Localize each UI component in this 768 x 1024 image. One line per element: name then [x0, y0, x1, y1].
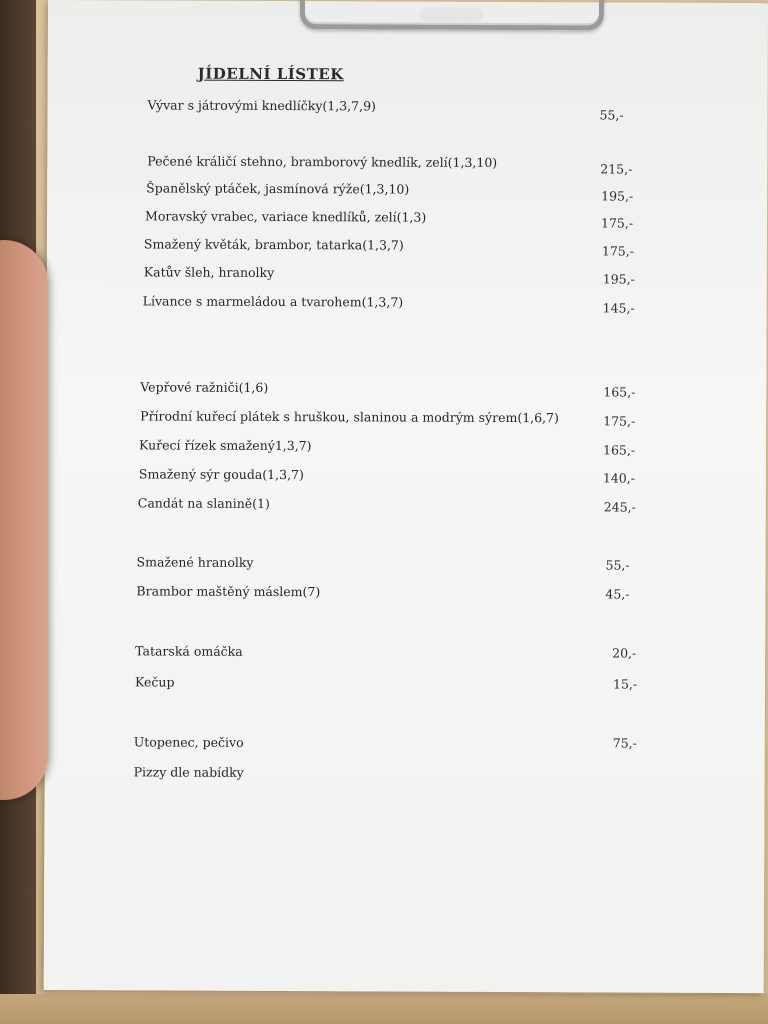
menu-sheet — [44, 0, 768, 993]
menu-item — [46, 379, 686, 404]
item-price: 175,- — [603, 413, 636, 429]
menu-item — [45, 734, 685, 759]
item-name: Pizzy dle nabídky — [133, 764, 244, 780]
item-price: 45,- — [605, 586, 630, 602]
item-price: 55,- — [599, 107, 624, 123]
item-name: Candát na slanině(1) — [137, 495, 270, 511]
item-name: Katův šleh, hranolky — [143, 264, 275, 280]
item-name: Tatarská omáčka — [135, 643, 243, 659]
item-price: 145,- — [602, 300, 635, 316]
item-name: Pečené králičí stehno, bramborový knedlík, zelí(1,3,10) — [147, 153, 498, 170]
menu-item — [45, 643, 685, 668]
item-price: 140,- — [602, 470, 636, 486]
item-price: 245,- — [603, 499, 636, 515]
item-name: Španělský ptáček, jasmínová rýže(1,3,10) — [146, 180, 410, 197]
menu-item — [47, 208, 687, 233]
item-name: Brambor maštěný máslem(7) — [136, 583, 321, 600]
menu-item — [45, 583, 685, 608]
menu-item — [45, 554, 685, 579]
item-name: Moravský vrabec, variace knedlíků, zelí(1,3) — [145, 208, 427, 225]
item-name: Vepřové ražniči(1,6) — [140, 379, 269, 395]
menu-item — [46, 437, 686, 462]
item-name: Utopenec, pečivo — [133, 734, 244, 750]
item-price: 195,- — [602, 271, 635, 287]
item-price: 20,- — [612, 645, 637, 661]
clipboard-bottom-edge — [0, 994, 768, 1024]
item-price: 165,- — [603, 384, 636, 400]
menu-item — [45, 674, 685, 699]
item-name: Vývar s játrovými knedlíčky(1,3,7,9) — [147, 97, 376, 114]
menu-item — [47, 153, 687, 178]
item-name: Lívance s marmeládou a tvarohem(1,3,7) — [142, 293, 404, 310]
menu-item — [47, 293, 687, 318]
menu-item — [45, 764, 685, 789]
item-price: 75,- — [612, 735, 637, 751]
menu-item — [46, 495, 686, 520]
item-name: Smažený květák, brambor, tatarka(1,3,7) — [143, 236, 404, 253]
item-name: Kečup — [134, 674, 175, 690]
hand-holding-menu — [0, 240, 48, 800]
menu-item — [47, 264, 687, 289]
item-price: 165,- — [603, 442, 636, 458]
item-name: Smažený sýr gouda(1,3,7) — [138, 466, 304, 483]
item-name: Kuřecí řízek smažený1,3,7) — [139, 437, 312, 454]
item-price: 175,- — [601, 243, 635, 259]
menu-item — [47, 180, 687, 205]
menu-item — [46, 408, 686, 433]
menu-item — [47, 236, 687, 261]
menu-item — [46, 466, 686, 491]
item-price: 15,- — [612, 676, 638, 692]
item-price: 175,- — [600, 215, 634, 231]
item-price: 215,- — [600, 161, 633, 177]
menu-title: JÍDELNÍ LÍSTEK — [197, 64, 344, 84]
menu-item — [47, 97, 687, 122]
clipboard-clip-icon — [300, 0, 604, 30]
item-name: Smažené hranolky — [136, 554, 254, 570]
item-price: 195,- — [601, 188, 634, 204]
item-name: Přírodní kuřecí plátek s hruškou, slaninou a modrým sýrem(1,6,7) — [140, 408, 559, 426]
item-price: 55,- — [605, 557, 630, 573]
